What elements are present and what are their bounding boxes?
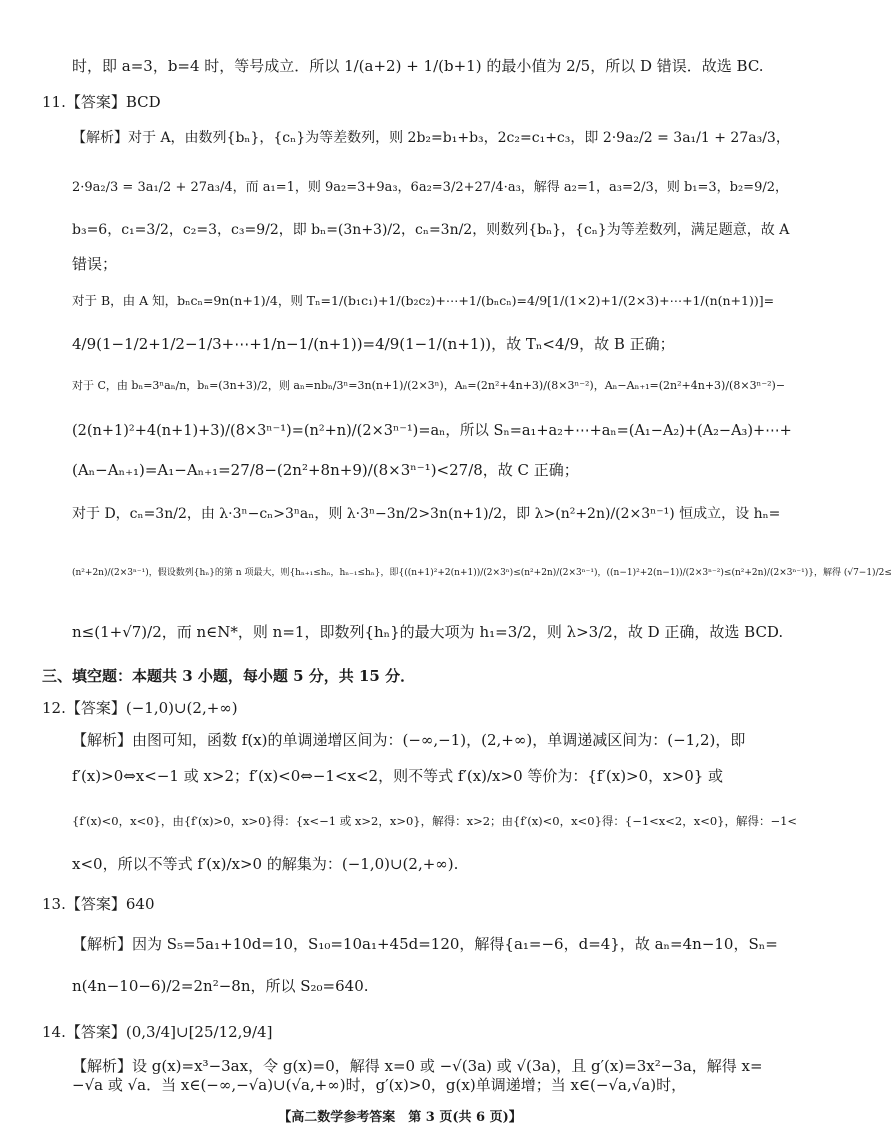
page-footer: 【高二数学参考答案 第 3 页(共 6 页)】	[278, 1109, 522, 1125]
text-line: 错误；	[72, 254, 118, 273]
question-13-answer: 13.【答案】640	[42, 894, 155, 913]
section-heading: 三、填空题：本题共 3 小题，每小题 5 分，共 15 分．	[42, 666, 416, 685]
text-line: n≤(1+√7)/2，而 n∈N*，则 n=1，即数列{hₙ}的最大项为 h₁=3/2，则 λ>3/2，故 D 正确，故选 BCD.	[72, 622, 784, 641]
question-12-answer: 12.【答案】(−1,0)∪(2,+∞)	[42, 698, 238, 717]
text-line: −√a 或 √a．当 x∈(−∞,−√a)∪(√a,+∞)时，g′(x)>0，g(x)单调递增；当 x∈(−√a,√a)时，	[72, 1075, 687, 1094]
text-line: 【解析】对于 A，由数列{bₙ}，{cₙ}为等差数列，则 2b₂=b₁+b₃，2c₂=c₁+c₃，即 2·9a₂/2 = 3a₁/1 + 27a₃/3，	[72, 130, 790, 146]
question-14-answer: 14.【答案】(0,3/4]∪[25/12,9/4]	[42, 1022, 273, 1041]
text-line: 【解析】设 g(x)=x³−3ax，令 g(x)=0，解得 x=0 或 −√(3a) 或 √(3a)，且 g′(x)=3x²−3a，解得 x=	[72, 1056, 763, 1075]
question-11-answer: 11.【答案】BCD	[42, 92, 161, 111]
text-line: (2(n+1)²+4(n+1)+3)/(8×3ⁿ⁻¹)=(n²+n)/(2×3ⁿ⁻¹)=aₙ，所以 Sₙ=a₁+a₂+⋯+aₙ=(A₁−A₂)+(A₂−A₃)+⋯+	[72, 422, 792, 439]
text-line: n(4n−10−6)/2=2n²−8n，所以 S₂₀=640.	[72, 976, 369, 995]
text-line: (Aₙ−Aₙ₊₁)=A₁−Aₙ₊₁=27/8−(2n²+8n+9)/(8×3ⁿ⁻¹)<27/8，故 C 正确；	[72, 460, 579, 479]
text-line: (n²+2n)/(2×3ⁿ⁻¹)，假设数列{hₙ}的第 n 项最大，则{hₙ₊₁≤hₙ，hₙ₋₁≤hₙ}，即{((n+1)²+2(n+1))/(2×3ⁿ)≤(n²+2n)/(2×3ⁿ⁻¹)，((n−1)²+2(n−1))/(2×3ⁿ⁻²)≤(n²+2n)/(2×3ⁿ⁻¹)}，解得 (√7−1)/2≤	[72, 567, 892, 578]
text-line: f′(x)>0⇔x<−1 或 x>2；f′(x)<0⇔−1<x<2，则不等式 f′(x)/x>0 等价为：{f′(x)>0，x>0} 或	[72, 766, 724, 785]
text-line: 4/9(1−1/2+1/2−1/3+⋯+1/n−1/(n+1))=4/9(1−1/(n+1))，故 Tₙ<4/9，故 B 正确；	[72, 334, 675, 353]
text-line: 时，即 a=3，b=4 时，等号成立．所以 1/(a+2) + 1/(b+1) 的最小值为 2/5，所以 D 错误．故选 BC.	[72, 56, 764, 75]
text-line: b₃=6，c₁=3/2，c₂=3，c₃=9/2，即 bₙ=(3n+3)/2，cₙ=3n/2，则数列{bₙ}，{cₙ}为等差数列，满足题意，故 A	[72, 222, 790, 238]
text-line: 对于 B，由 A 知，bₙcₙ=9n(n+1)/4，则 Tₙ=1/(b₁c₁)+1/(b₂c₂)+⋯+1/(bₙcₙ)=4/9[1/(1×2)+1/(2×3)+⋯+1/(n(n+1))]=	[72, 293, 775, 308]
text-line: {f′(x)<0，x<0}，由{f′(x)>0，x>0}得：{x<−1 或 x>2，x>0}，解得：x>2；由{f′(x)<0，x<0}得：{−1<x<2，x<0}，解得：−1<	[72, 814, 798, 828]
text-line: 对于 C，由 bₙ=3ⁿaₙ/n，bₙ=(3n+3)/2，则 aₙ=nbₙ/3ⁿ=3n(n+1)/(2×3ⁿ)，Aₙ=(2n²+4n+3)/(8×3ⁿ⁻²)，Aₙ−Aₙ₊₁=(2n²+4n+3)/(8×3ⁿ⁻²)−	[72, 379, 786, 392]
text-line: 2·9a₂/3 = 3a₁/2 + 27a₃/4，而 a₁=1，则 9a₂=3+9a₃，6a₂=3/2+27/4·a₃，解得 a₂=1，a₃=2/3，则 b₁=3，b₂=9/2，	[72, 179, 788, 195]
text-line: 【解析】由图可知，函数 f(x)的单调递增区间为：(−∞,−1)，(2,+∞)，单调递减区间为：(−1,2)，即	[72, 730, 746, 749]
text-line: 【解析】因为 S₅=5a₁+10d=10，S₁₀=10a₁+45d=120，解得{a₁=−6，d=4}，故 aₙ=4n−10，Sₙ=	[72, 934, 778, 953]
text-line: 对于 D，cₙ=3n/2，由 λ·3ⁿ−cₙ>3ⁿaₙ，则 λ·3ⁿ−3n/2>3n(n+1)/2，即 λ>(n²+2n)/(2×3ⁿ⁻¹) 恒成立，设 hₙ=	[72, 506, 781, 522]
text-line: x<0，所以不等式 f′(x)/x>0 的解集为：(−1,0)∪(2,+∞).	[72, 854, 459, 873]
